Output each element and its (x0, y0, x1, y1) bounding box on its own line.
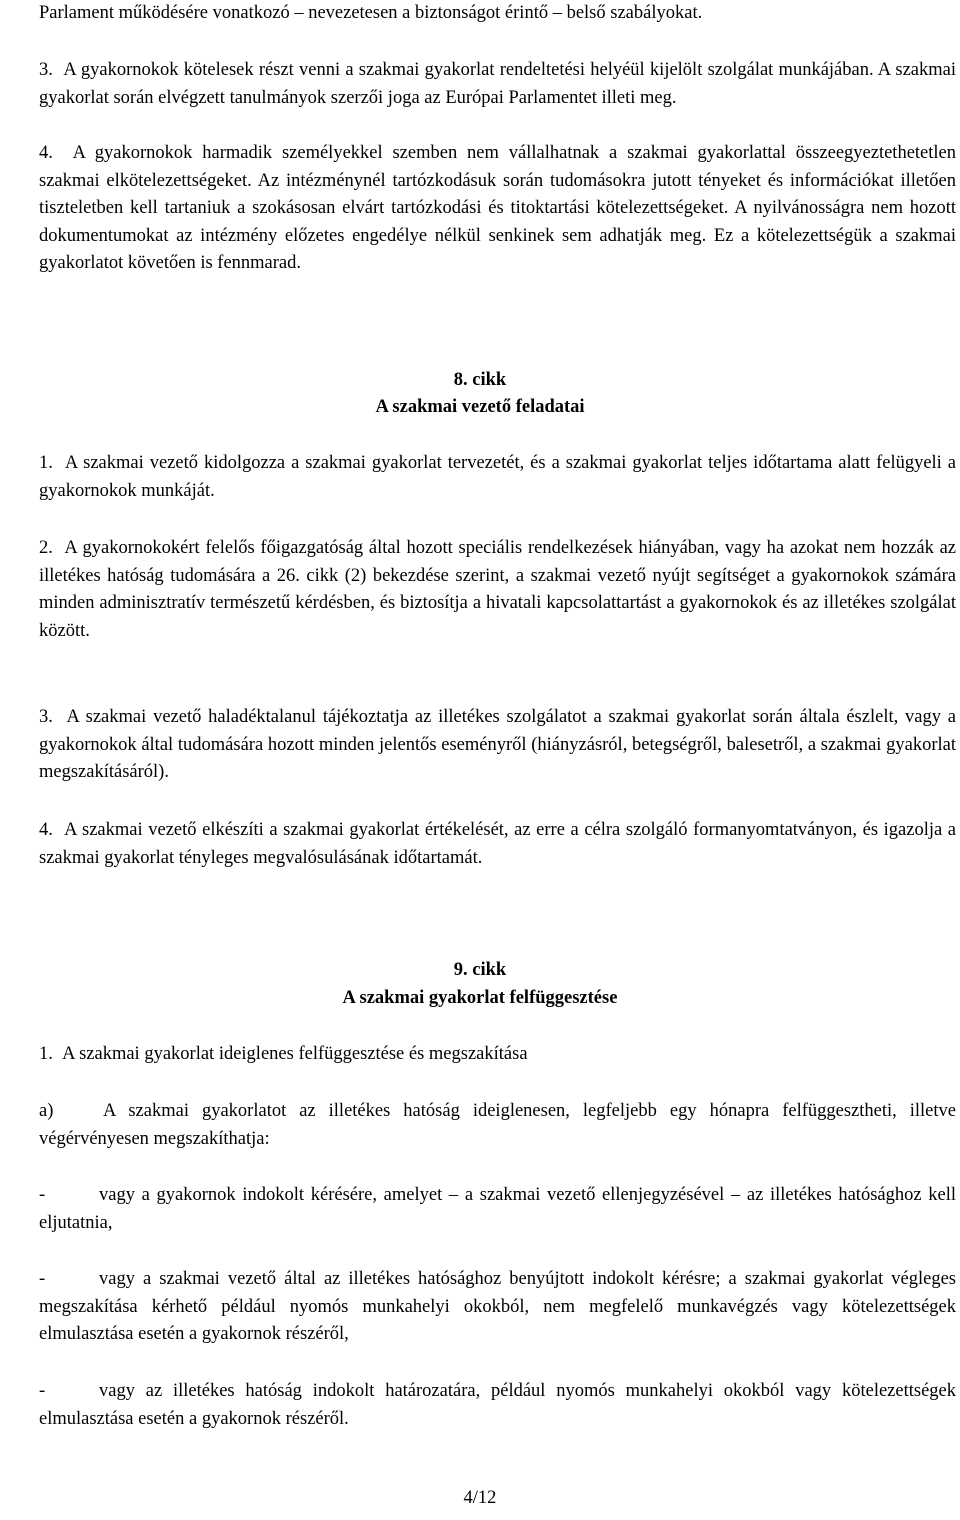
paragraph-number: 1. (39, 453, 53, 473)
paragraph-text: A szakmai gyakorlat ideiglenes felfüggesztése és megszakítása (62, 1044, 528, 1064)
article-8-paragraph-4 (39, 817, 956, 872)
paragraph-number: 2. (39, 538, 53, 558)
dash-marker: - (39, 1185, 46, 1205)
paragraph-number: 4. (39, 820, 53, 840)
point-text: A szakmai gyakorlatot az illetékes hatóság ideiglenesen, legfeljebb egy hónapra felfüggesztheti, illetve végérvényesen megszakíthatja: (39, 1101, 956, 1149)
paragraph-text: A gyakornokokért felelős főigazgatóság által hozott speciális rendelkezések hiányában, vagy ha azokat nem hozzák az illetékes hatóság tudomására a 26. cikk (2) bekezdése szerint, a szakmai vezető nyújt segítséget a gyakornokok számára minden adminisztratív természetű kérdésben, és biztosítja a hivatali kapcsolattartást a gyakornokok és az illetékes szolgálat között. (39, 538, 957, 641)
article-9-title: 9. cikk (453, 960, 507, 980)
point-label: a) (39, 1101, 54, 1121)
paragraph-3 (39, 57, 956, 112)
article-8-title: 8. cikk (453, 370, 507, 390)
article-8-subtitle: A szakmai vezető feladatai (375, 397, 585, 417)
dash-item-text: vagy a szakmai vezető által az illetékes hatósághoz benyújtott indokolt kérésre; a szakmai gyakorlat végleges megszakítása kérhető például nyomós munkahelyi okokból, nem megfelelő munkavégzés vagy kötelezettségek elmulasztása esetén a gyakornok részéről, (39, 1269, 956, 1344)
paragraph-4 (39, 140, 956, 278)
paragraph-text: A gyakornokok harmadik személyekkel szemben nem vállalhatnak a szakmai gyakorlattal összeegyeztethetetlen szakmai elkötelezettségeket. Az intézménynél tartózkodásuk során tudomásokra jutott tényeket és információkat illetően tiszteletben kell tartaniuk a szokásosan elvárt tartózkodási és titoktartási kötelezettségeket. A nyilvánosságra nem hozott dokumentumokat az intézmény előzetes engedélye nélkül senkinek sem adhatják meg. Ez a kötelezettségük a szakmai gyakorlatot követően is fennmarad. (39, 143, 956, 273)
paragraph-continuation: Parlament működésére vonatkozó – nevezetesen a biztonságot érintő – belső szabályokat. (39, 3, 703, 23)
dash-item-2 (39, 1266, 956, 1349)
paragraph-number: 4. (39, 143, 53, 163)
point-a (39, 1098, 956, 1153)
article-9-paragraph-1 (39, 1041, 956, 1069)
article-8-paragraph-3 (39, 704, 956, 787)
paragraph-number: 1. (39, 1044, 53, 1064)
paragraph-text: A szakmai vezető kidolgozza a szakmai gyakorlat tervezetét, és a szakmai gyakorlat teljes időtartama alatt felügyeli a gyakornokok munkáját. (39, 453, 957, 501)
paragraph-text: A gyakornokok kötelesek részt venni a szakmai gyakorlat rendeltetési helyéül kijelölt szolgálat munkájában. A szakmai gyakorlat során elvégzett tanulmányok szerzői joga az Európai Parlamentet illeti meg. (39, 60, 956, 108)
dash-item-1 (39, 1182, 956, 1237)
paragraph-number: 3. (39, 707, 53, 727)
page-number: 4/12 (463, 1488, 497, 1508)
dash-marker: - (39, 1381, 46, 1401)
article-8-paragraph-1 (39, 450, 956, 505)
article-8-paragraph-2 (39, 535, 956, 645)
article-9-subtitle: A szakmai gyakorlat felfüggesztése (342, 988, 618, 1008)
dash-marker: - (39, 1269, 46, 1289)
paragraph-text: A szakmai vezető elkészíti a szakmai gyakorlat értékelését, az erre a célra szolgáló formanyomtatványon, és igazolja a szakmai gyakorlat tényleges megvalósulásának időtartamát. (39, 820, 956, 868)
dash-item-3 (39, 1378, 956, 1433)
dash-item-text: vagy a gyakornok indokolt kérésére, amelyet – a szakmai vezető ellenjegyzésével – az illetékes hatósághoz kell eljutatnia, (39, 1185, 956, 1233)
paragraph-text: A szakmai vezető haladéktalanul tájékoztatja az illetékes szolgálatot a szakmai gyakorlat során általa észlelt, vagy a gyakornokok által tudomására hozott minden jelentős eseményről (hiányzásról, betegségről, balesetről, a szakmai gyakorlat megszakításáról). (39, 707, 957, 782)
paragraph-number: 3. (39, 60, 53, 80)
dash-item-text: vagy az illetékes hatóság indokolt határozatára, például nyomós munkahelyi okokból vagy kötelezettségek elmulasztása esetén a gyakornok részéről. (39, 1381, 956, 1429)
